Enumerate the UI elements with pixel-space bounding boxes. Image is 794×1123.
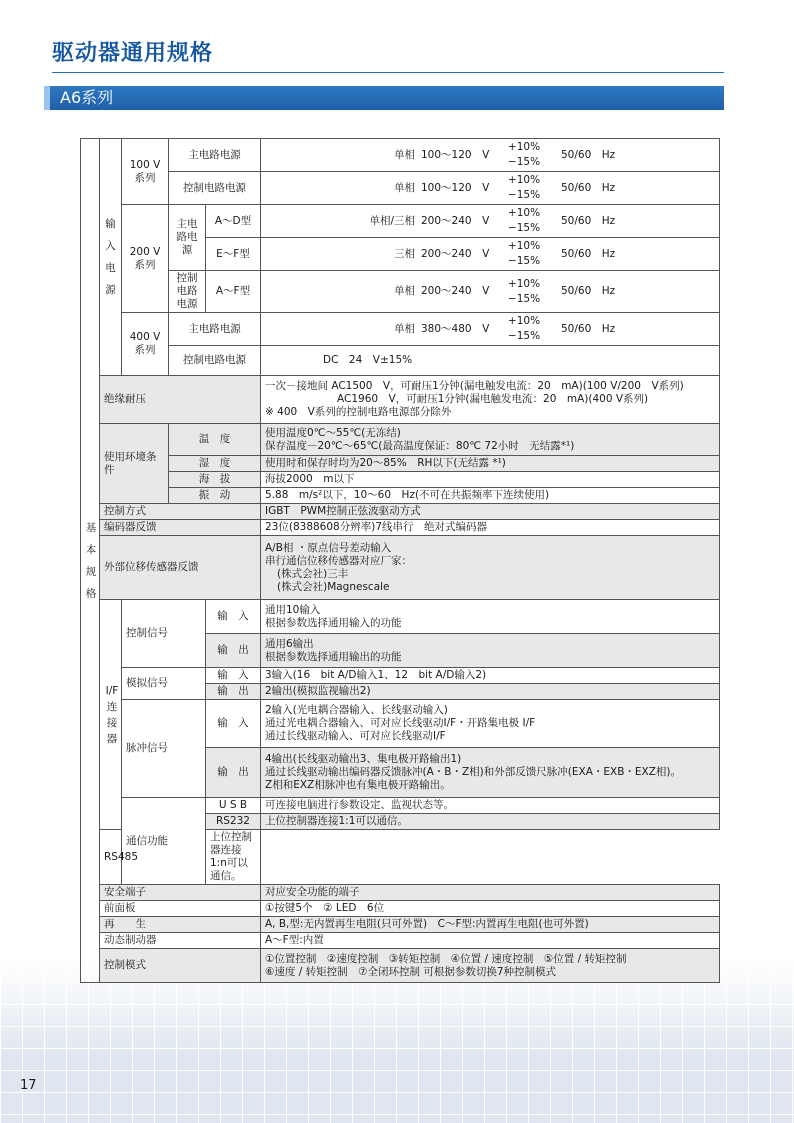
analog-out-label: 输 出 — [206, 684, 261, 700]
vib-value: 5.88 m/s²以下，10～60 Hz(不可在共振频率下连续使用) — [261, 488, 720, 504]
ext-sensor-value: A/B相 ・原点信号差动输入 串行通信位移传感器对应厂家： (株式会社)三丰 (株式会社)Magnescale — [261, 536, 720, 600]
safety-value: 对应安全功能的端子 — [261, 885, 720, 901]
pulse-in-label: 输 入 — [206, 700, 261, 748]
humid-value: 使用时和保存时均为20～85% RH以下(无结露 *¹) — [261, 456, 720, 472]
env-label: 使用环境条件 — [100, 424, 169, 504]
basic-spec-label: 基本规格 — [81, 139, 100, 983]
pulse-signal-label: 脉冲信号 — [122, 700, 206, 798]
ef-type: E～F型 — [206, 238, 261, 271]
power-row-4: 三相 200～240 V +10% −15% 50/60 Hz — [261, 238, 720, 271]
rs232-value: 上位控制器连接1:1可以通信。 — [261, 814, 720, 830]
power-row-3: 单相/三相 200～240 V +10% −15% 50/60 Hz — [261, 205, 720, 238]
rs485-value: 上位控制器连接1:n可以通信。 — [206, 830, 261, 885]
spec-table — [80, 138, 720, 983]
humid-label: 湿 度 — [169, 456, 261, 472]
v200-main-power: 主电路电源 — [169, 205, 206, 271]
power-row-2: 单相 100～120 V +10% −15% 50/60 Hz — [261, 172, 720, 205]
regen-value: A, B,型:无内置再生电阻(只可外置) C～F型:内置再生电阻(也可外置) — [261, 917, 720, 933]
power-row-5: 单相 200～240 V +10% −15% 50/60 Hz — [261, 271, 720, 313]
dyn-brake-value: A～F型:内置 — [261, 933, 720, 949]
regen-label: 再 生 — [100, 917, 261, 933]
page-title: 驱动器通用规格 — [52, 41, 214, 66]
v400-ctrl-power: 控制电路电源 — [169, 346, 261, 376]
rs232-label: RS232 — [206, 814, 261, 830]
v400-main-power: 主电路电源 — [169, 313, 261, 346]
pulse-out-label: 输 出 — [206, 748, 261, 798]
af-type: A～F型 — [206, 271, 261, 313]
alt-value: 海拔2000 m以下 — [261, 472, 720, 488]
safety-label: 安全端子 — [100, 885, 261, 901]
usb-label: U S B — [206, 798, 261, 814]
if-label: I/F连接器 — [100, 600, 122, 830]
ext-sensor-label: 外部位移传感器反馈 — [100, 536, 261, 600]
page-number: 17 — [20, 1078, 37, 1093]
v100-ctrl-power: 控制电路电源 — [169, 172, 261, 205]
ctrl-mode-label: 控制模式 — [100, 949, 261, 983]
pulse-out-value: 4输出(长线驱动输出3、集电极开路输出1) 通过长线驱动输出编码器反馈脉冲(A・B・Z相)和外部反馈尺脉冲(EXA・EXB・EXZ相)。 Z相和EXZ相脉冲也有集电极开路输出。 — [261, 748, 720, 798]
temp-value: 使用温度0℃～55℃(无冻结) 保存温度－20℃～65℃(最高温度保证：80℃ 72小时 无结露*¹) — [261, 424, 720, 456]
encoder-label: 编码器反馈 — [100, 520, 261, 536]
power-row-1: 单相 100～120 V +10% −15% 50/60 Hz — [261, 139, 720, 172]
v100-label: 100 V 系列 — [122, 139, 169, 205]
ad-type: A～D型 — [206, 205, 261, 238]
front-label: 前面板 — [100, 901, 261, 917]
section-title: A6系列 — [60, 88, 114, 107]
ctrl-out-value: 通用6输出 根据参数选择通用输出的功能 — [261, 634, 720, 668]
pulse-in-value: 2输入(光电耦合器输入、长线驱动输入) 通过光电耦合器输入、可对应长线驱动I/F・开路集电极 I/F 通过长线驱动输入、可对应长线驱动I/F — [261, 700, 720, 748]
section-marker — [44, 86, 50, 110]
temp-label: 温 度 — [169, 424, 261, 456]
vib-label: 振 动 — [169, 488, 261, 504]
ctrl-out-label: 输 出 — [206, 634, 261, 668]
power-row-6: 单相 380～480 V +10% −15% 50/60 Hz — [261, 313, 720, 346]
analog-out-value: 2输出(模拟监视输出2) — [261, 684, 720, 700]
v200-ctrl-power: 控制电路电源 — [169, 271, 206, 313]
power-row-7: DC 24 V±15% — [261, 346, 720, 376]
front-value: ①按键5个 ② LED 6位 — [261, 901, 720, 917]
analog-in-value: 3输入(16 bit A/D输入1、12 bit A/D输入2) — [261, 668, 720, 684]
comm-label: 通信功能 — [122, 798, 206, 885]
ctrl-signal-label: 控制信号 — [122, 600, 206, 668]
v100-main-power: 主电路电源 — [169, 139, 261, 172]
ctrl-in-label: 输 入 — [206, 600, 261, 634]
ctrl-mode-value: ①位置控制 ②速度控制 ③转矩控制 ④位置 / 速度控制 ⑤位置 / 转矩控制 ⑥速度 / 转矩控制 ⑦全闭环控制 可根据参数切换7种控制模式 — [261, 949, 720, 983]
usb-value: 可连接电脑进行参数设定、监视状态等。 — [261, 798, 720, 814]
title-underline — [52, 72, 724, 73]
encoder-value: 23位(8388608分辨率)7线串行 绝对式编码器 — [261, 520, 720, 536]
insulation-label: 绝缘耐压 — [100, 376, 261, 424]
ctrl-method-label: 控制方式 — [100, 504, 261, 520]
analog-signal-label: 模拟信号 — [122, 668, 206, 700]
rs485-label: RS485 — [100, 830, 122, 885]
analog-in-label: 输 入 — [206, 668, 261, 684]
dyn-brake-label: 动态制动器 — [100, 933, 261, 949]
background-grid — [0, 960, 794, 1123]
input-power-label: 输入电源 — [100, 139, 122, 376]
insulation-value: 一次－接地间 AC1500 V，可耐压1分钟(漏电触发电流：20 mA)(100 V/200 V系列) AC1960 V，可耐压1分钟(漏电触发电流：20 mA)(400 V系列) ※ 400 V系列的控制电路电源部分除外 — [261, 376, 720, 424]
v400-label: 400 V 系列 — [122, 313, 169, 376]
v200-label: 200 V 系列 — [122, 205, 169, 313]
section-header — [44, 86, 724, 110]
ctrl-in-value: 通用10输入 根据参数选择通用输入的功能 — [261, 600, 720, 634]
ctrl-method-value: IGBT PWM控制正弦波驱动方式 — [261, 504, 720, 520]
alt-label: 海 拔 — [169, 472, 261, 488]
